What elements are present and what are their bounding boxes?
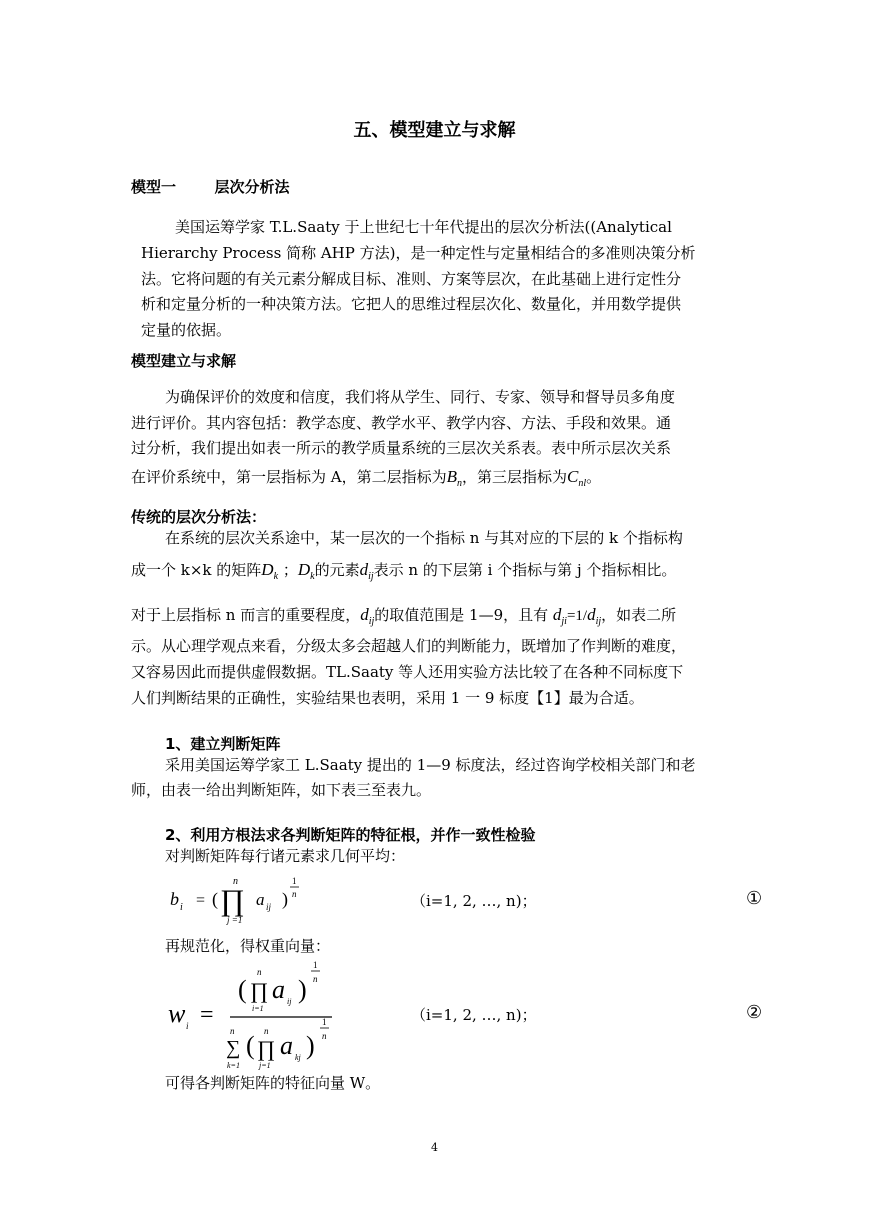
svg-text:k=1: k=1: [227, 1061, 240, 1070]
page-title: 五、模型建立与求解: [353, 120, 516, 141]
section3-line-1: 在系统的层次关系途中，某一层次的一个指标 n 与其对应的下层的 k 个指标构: [165, 529, 683, 547]
section2-line-4: 在评价系统中，第一层指标为 A，第二层指标为$B_n$，第三层指标为$C_{nl}$。: [131, 467, 602, 489]
model1-heading: [131, 176, 290, 197]
step2-line: 对判断矩阵每行诸元素求几何平均：: [165, 847, 406, 865]
formula1-number: ①: [746, 888, 763, 909]
section3-line-3: 对于上层指标 n 而言的重要程度，$d_{ij}$的取值范围是 1—9，且有 $d_{ji}=1/d_{ij}$，如表二所: [131, 605, 677, 627]
section2-line-2: 进行评价。其内容包括：教学态度、教学水平、教学内容、方法、手段和效果。通: [131, 414, 672, 432]
page-number: 4: [431, 1141, 438, 1154]
section2-line-3: 过分析，我们提出如表一所示的教学质量系统的三层次关系表。表中所示层次关系: [131, 439, 672, 457]
step1-heading: 1、建立判断矩阵: [165, 735, 281, 753]
final-line: 可得各判断矩阵的特征向量 W。: [165, 1074, 381, 1092]
svg-text:(: (: [246, 1031, 255, 1060]
svg-text:kj: kj: [295, 1053, 301, 1062]
svg-text:b: b: [170, 889, 179, 909]
intro-line-4: 析和定量分析的一种决策方法。它把人的思维过程层次化、数量化，并用数学提供: [141, 295, 682, 313]
formula2-number: ②: [746, 1002, 763, 1023]
renorm-line: 再规范化，得权重向量：: [165, 937, 331, 955]
svg-text:=: =: [200, 1002, 214, 1028]
section2-line-1: 为确保评价的效度和信度，我们将从学生、同行、专家、领导和督导员多角度: [165, 388, 676, 406]
svg-text:n: n: [230, 1026, 235, 1036]
intro-line-2: Hierarchy Process 简称 AHP 方法)，是一种定性与定量相结合的多准则决策分析: [141, 244, 696, 262]
intro-line-1: 美国运筹学家 T.L.Saaty 于上世纪七十年代提出的层次分析法((Analytical: [175, 218, 672, 236]
section3-line-4: 示。从心理学观点来看，分级太多会超越人们的判断能力，既增加了作判断的难度，: [131, 637, 687, 655]
svg-text:ij: ij: [287, 997, 292, 1006]
svg-text:ij: ij: [266, 902, 272, 912]
svg-text:): ): [298, 975, 307, 1004]
svg-text:i=1: i=1: [252, 1004, 264, 1013]
formula-weight-vector: [160, 958, 360, 1074]
section3-line-2: 成一个 k×k 的矩阵$D_k$ ；$D_k$的元素$d_{ij}$表示 n 的下层第 i 个指标与第 j 个指标相比。: [131, 560, 677, 582]
formula2-range: （i=1, 2, …, n)；: [411, 1006, 537, 1024]
svg-text:∏: ∏: [257, 1036, 276, 1061]
svg-text:n: n: [233, 876, 238, 887]
svg-text:a: a: [272, 975, 285, 1004]
svg-text:n: n: [313, 974, 318, 984]
svg-text:a: a: [280, 1031, 293, 1060]
svg-text:j=1: j=1: [259, 1061, 271, 1070]
section3-line-6: 人们判断结果的正确性，实验结果也表明，采用 1 一 9 标度【1】最为合适。: [131, 689, 644, 707]
step2-heading: 2、利用方根法求各判断矩阵的特征根，并作一致性检验: [165, 826, 536, 844]
formula-geometric-mean: [160, 872, 340, 928]
formula1-range: （i=1, 2, …, n)；: [411, 892, 537, 910]
svg-text:1: 1: [322, 1017, 327, 1027]
section3-heading: 传统的层次分析法：: [131, 508, 267, 526]
svg-text:∏: ∏: [220, 884, 245, 917]
svg-text:n: n: [257, 967, 262, 977]
svg-text:1: 1: [292, 876, 297, 886]
section3-line-5: 又容易因此而提供虚假数据。TL.Saaty 等人还用实验方法比较了在各种不同标度下: [131, 663, 684, 681]
svg-text:∑: ∑: [226, 1037, 241, 1059]
svg-text:): ): [306, 1031, 315, 1060]
step1-line-1: 采用美国运筹学家工 L.Saaty 提出的 1—9 标度法，经过咨询学校相关部门和老: [165, 756, 696, 774]
symbol-B: B: [446, 467, 457, 486]
svg-text:=: =: [196, 892, 206, 909]
intro-line-3: 法。它将问题的有关元素分解成目标、准则、方案等层次，在此基础上进行定性分: [141, 270, 682, 288]
svg-text:j =1: j =1: [227, 915, 243, 925]
step1-line-2: 师，由表一给出判断矩阵，如下表三至表九。: [131, 781, 432, 799]
svg-text:i: i: [186, 1021, 189, 1031]
svg-text:i: i: [180, 902, 183, 913]
model1-label: 模型一: [131, 178, 177, 196]
svg-text:n: n: [292, 889, 297, 899]
svg-text:∏: ∏: [250, 978, 269, 1003]
model1-name: 层次分析法: [214, 178, 290, 196]
intro-line-5: 定量的依据。: [141, 321, 232, 339]
symbol-C: C: [567, 467, 579, 486]
svg-text:n: n: [322, 1031, 327, 1041]
svg-text:n: n: [264, 1026, 269, 1036]
svg-text:1: 1: [313, 960, 318, 970]
svg-text:w: w: [168, 999, 186, 1028]
svg-text:(: (: [238, 975, 247, 1004]
section2-heading: 模型建立与求解: [131, 352, 237, 370]
svg-text:(: (: [212, 889, 218, 909]
svg-text:a: a: [256, 890, 265, 909]
svg-text:): ): [282, 889, 288, 909]
